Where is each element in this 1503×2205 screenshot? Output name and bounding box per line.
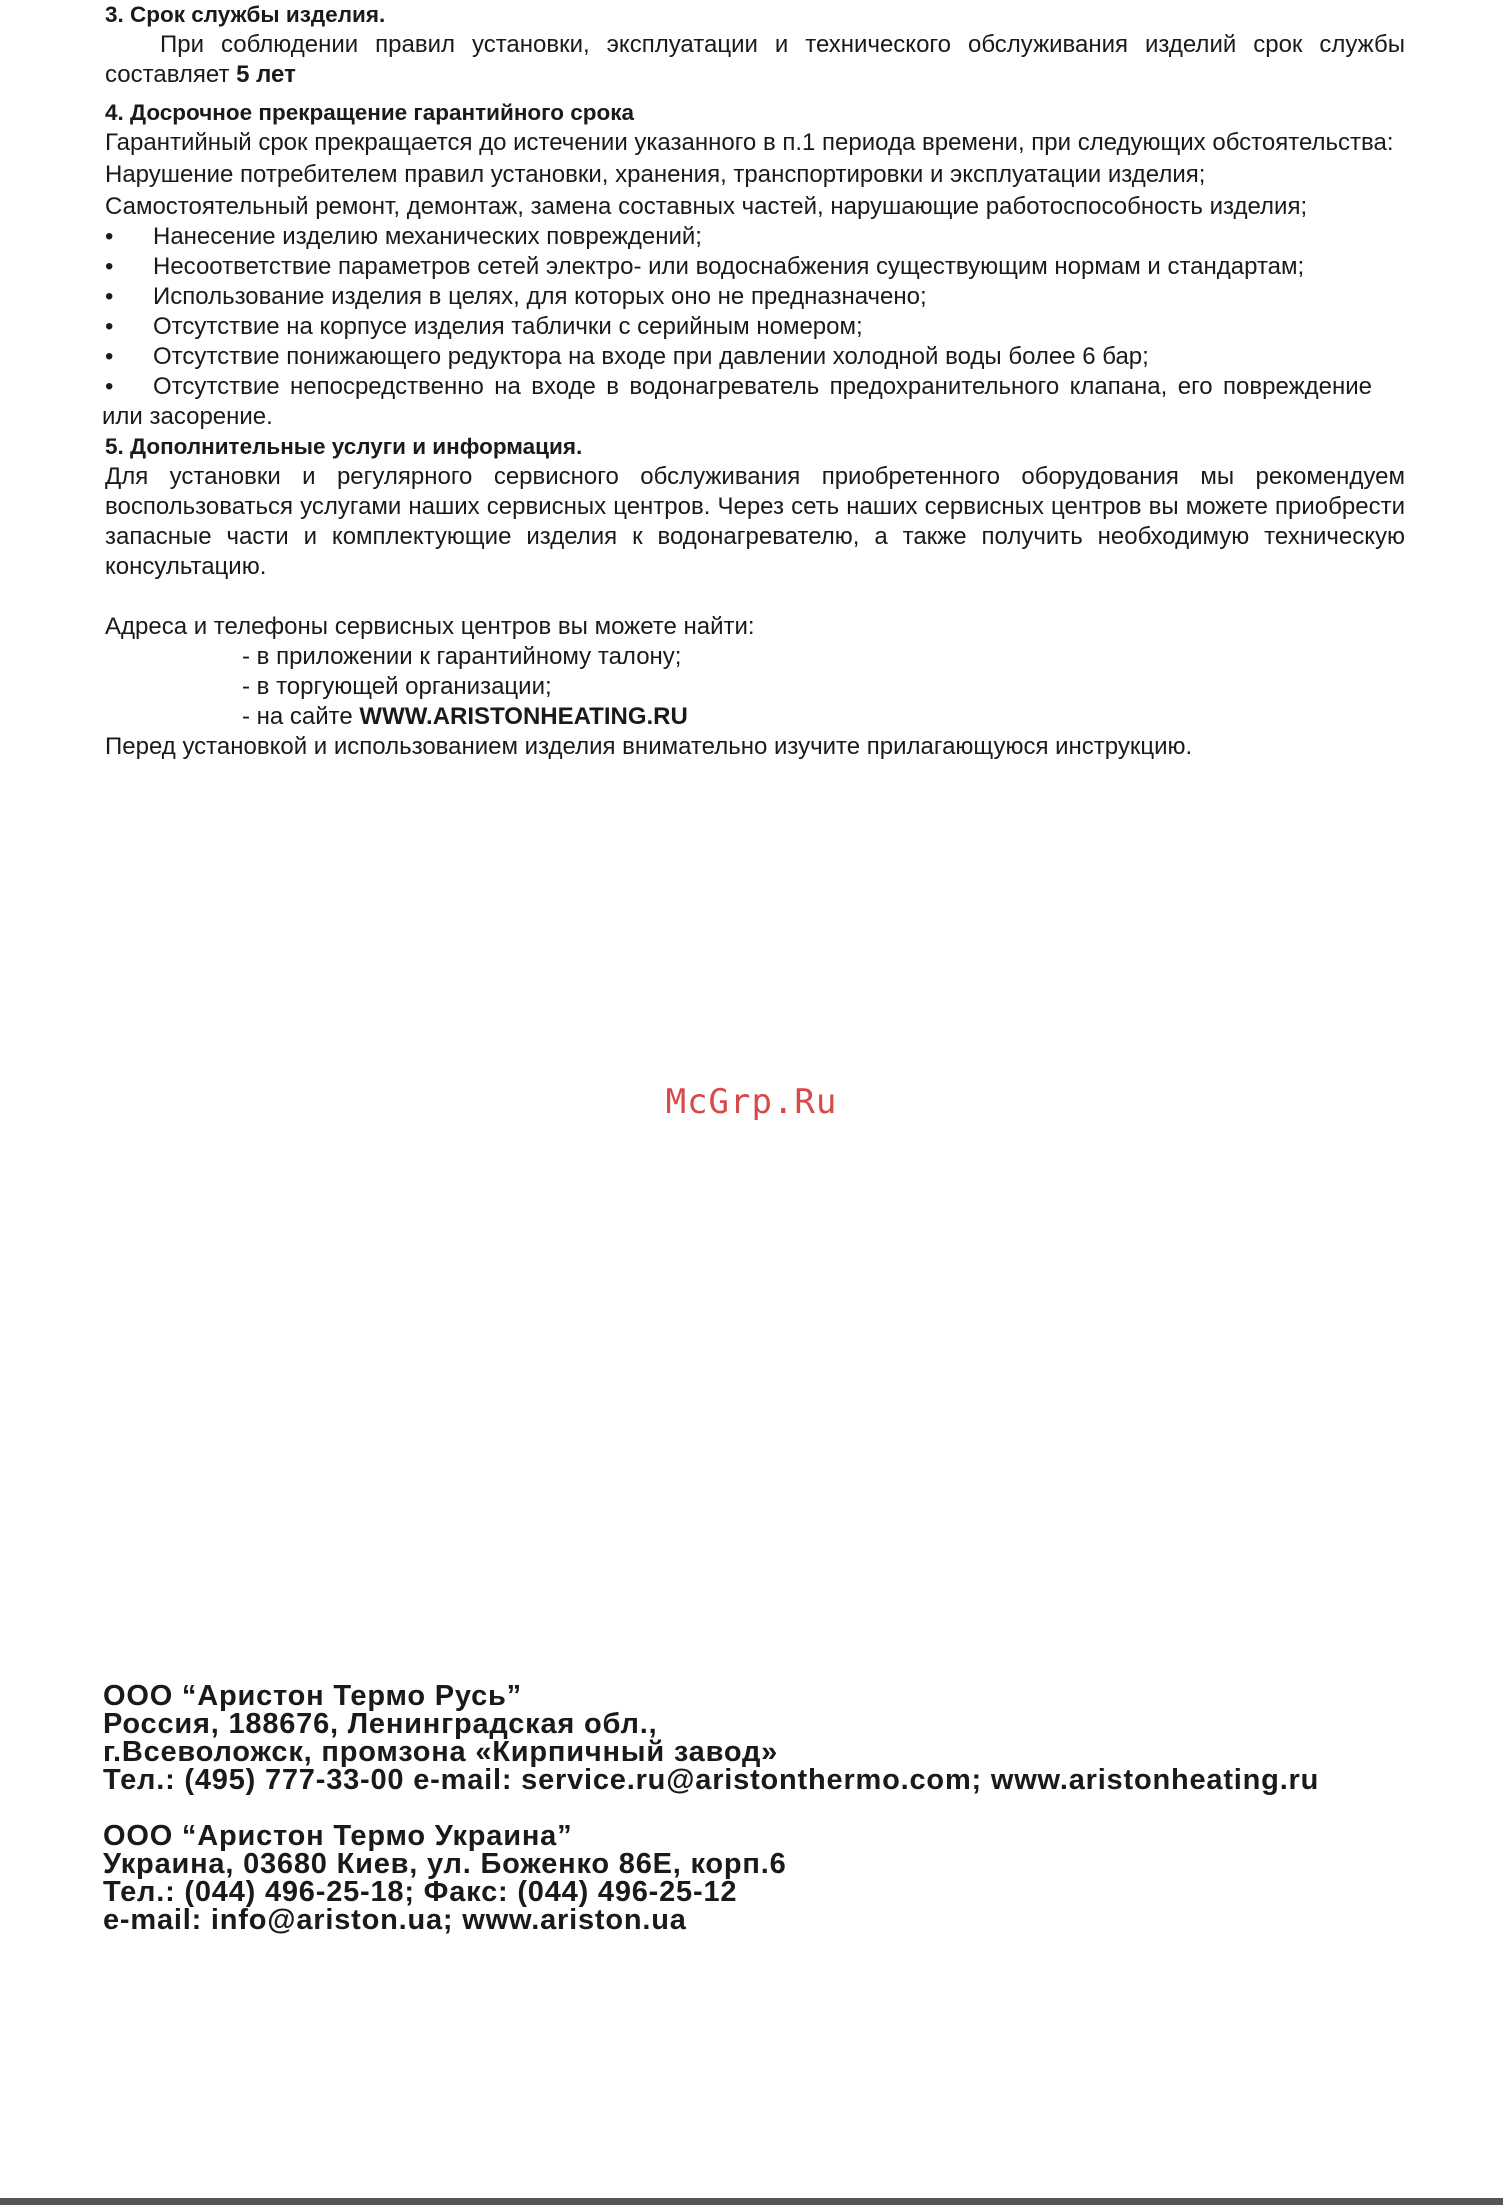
address-source-1: - в приложении к гарантийному талону; bbox=[242, 643, 682, 670]
list-item bbox=[105, 312, 1405, 342]
list-item-text: Нанесение изделию механических повреждений; bbox=[153, 223, 702, 250]
service-life-text: При соблюдении правил установки, эксплуатации и технического обслуживания изделий срок службы составляет bbox=[105, 31, 1405, 88]
website-link[interactable]: WWW.ARISTONHEATING.RU bbox=[359, 703, 688, 730]
list-item bbox=[105, 282, 1405, 312]
section-3-heading: 3. Срок службы изделия. bbox=[105, 2, 386, 27]
bullet: • bbox=[105, 373, 114, 400]
bullet: • bbox=[105, 223, 114, 250]
list-item-text: Отсутствие понижающего редуктора на входе при давлении холодной воды более 6 бар; bbox=[153, 343, 1149, 370]
final-note: Перед установкой и использованием изделия внимательно изучите прилагающуюся инструкцию. bbox=[105, 733, 1193, 760]
russia-address-1: Россия, 188676, Ленинградская обл., bbox=[103, 1708, 658, 1740]
bullet: • bbox=[105, 343, 114, 370]
list-item bbox=[105, 252, 1405, 282]
section-4-heading: 4. Досрочное прекращение гарантийного срока bbox=[105, 100, 635, 125]
list-item-text: Отсутствие непосредственно на входе в водонагреватель предохранительного клапана, его повреждение или засорение. bbox=[102, 373, 1372, 430]
address-source-2: - в торгующей организации; bbox=[242, 673, 552, 700]
ukraine-address: Украина, 03680 Киев, ул. Боженко 86Е, корп.6 bbox=[103, 1848, 787, 1880]
service-life-value: 5 лет bbox=[236, 61, 296, 88]
section-4-paragraph-2: Самостоятельный ремонт, демонтаж, замена составных частей, нарушающие работоспособность изделия; bbox=[105, 193, 1308, 220]
russia-address-2: г.Всеволожск, промзона «Кирпичный завод» bbox=[103, 1736, 779, 1768]
bullet: • bbox=[105, 283, 114, 310]
section-4-paragraph-1: Нарушение потребителем правил установки, хранения, транспортировки и эксплуатации изделия; bbox=[105, 161, 1206, 188]
section-5-heading: 5. Дополнительные услуги и информация. bbox=[105, 434, 583, 459]
contacts-block bbox=[103, 1682, 1423, 1934]
watermark: McGrp.Ru bbox=[665, 1082, 838, 1122]
bullet: • bbox=[105, 313, 114, 340]
bottom-rule bbox=[0, 2198, 1503, 2205]
document-body bbox=[102, 0, 1405, 762]
russia-phone: Тел.: (495) 777-33-00 e-mail: service.ru@aristonthermo.com; www.aristonheating.ru bbox=[103, 1764, 1320, 1796]
section-4-intro: Гарантийный срок прекращается до истечении указанного в п.1 периода времени, при следующих обстоятельства: bbox=[105, 129, 1394, 156]
list-item bbox=[102, 372, 1372, 432]
bullet: • bbox=[105, 253, 114, 280]
list-item-text: Несоответствие параметров сетей электро- или водоснабжения существующим нормам и стандартам; bbox=[153, 253, 1305, 280]
addresses-intro: Адреса и телефоны сервисных центров вы можете найти: bbox=[105, 613, 755, 640]
list-item bbox=[105, 342, 1405, 372]
address-source-3-prefix: - на сайте bbox=[242, 703, 360, 730]
russia-company: ООО “Аристон Термо Русь” bbox=[103, 1680, 522, 1712]
address-source-3 bbox=[242, 702, 1405, 732]
ukraine-company: ООО “Аристон Термо Украина” bbox=[103, 1820, 573, 1852]
spacer bbox=[103, 1794, 1423, 1822]
ukraine-phone: Тел.: (044) 496-25-18; Факс: (044) 496-25-12 bbox=[103, 1876, 738, 1908]
list-item-text: Использование изделия в целях, для которых оно не предназначено; bbox=[153, 283, 927, 310]
ukraine-email: e-mail: info@ariston.ua; www.ariston.ua bbox=[103, 1904, 687, 1936]
section-5-text: Для установки и регулярного сервисного обслуживания приобретенного оборудования мы рекомендуем воспользоваться услугами наших сервисных центров. Через сеть наших сервисных центров вы можете приобрести запасные части и комплектующие изделия к водонагревателю, а также получить необходимую техническую консультацию. bbox=[105, 463, 1405, 580]
list-item bbox=[105, 222, 1405, 252]
section-3-text bbox=[105, 30, 1405, 90]
list-item-text: Отсутствие на корпусе изделия таблички с серийным номером; bbox=[153, 313, 863, 340]
